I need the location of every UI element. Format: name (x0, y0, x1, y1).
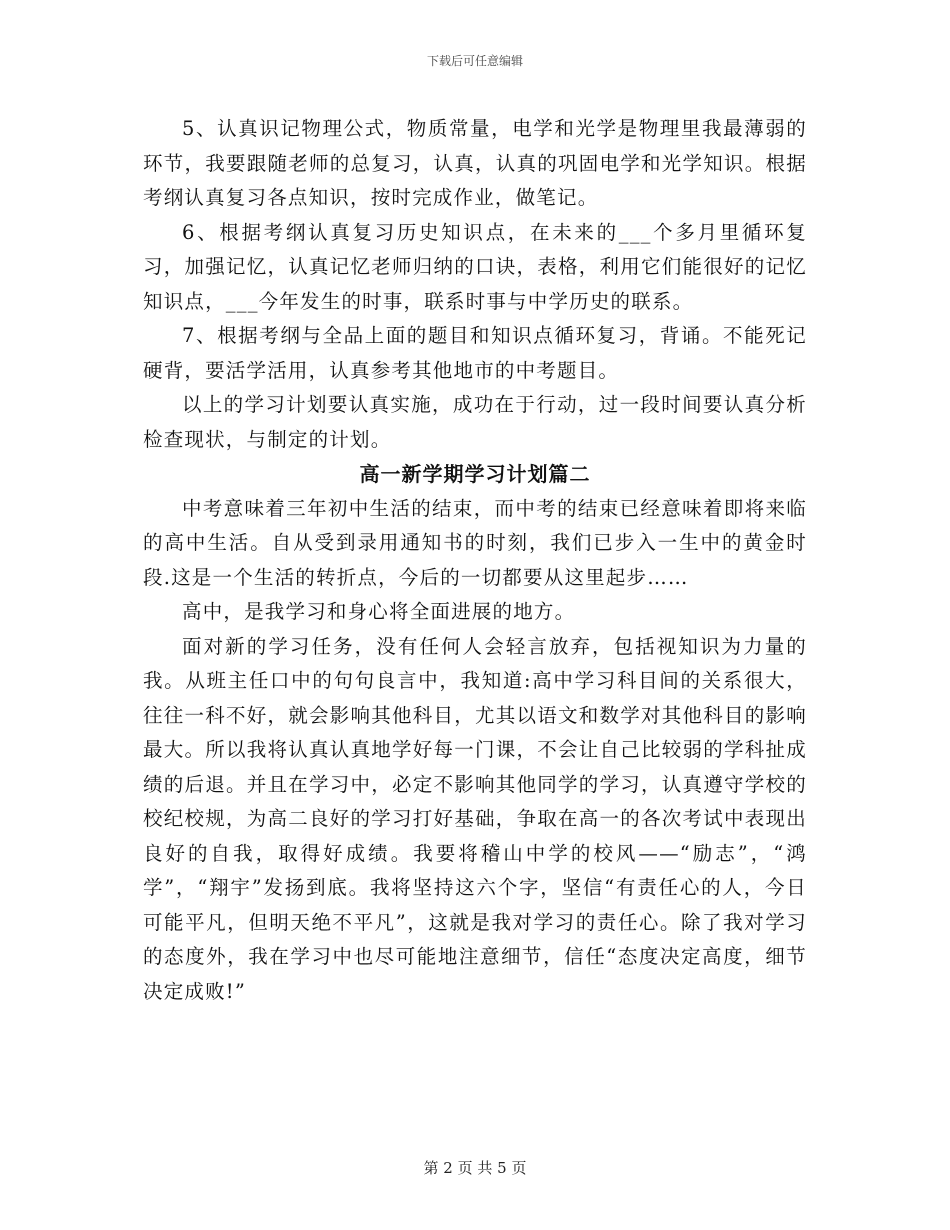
paragraph-intro: 中考意味着三年初中生活的结束，而中考的结束已经意味着即将来临的高中生活。自从受到录用通知书的时刻，我们已步入一生中的黄金时段.这是一个生活的转折点，今后的一切都要从这里起步…… (143, 496, 807, 589)
paragraph-item-5: 5、认真识记物理公式，物质常量，电学和光学是物理里我最薄弱的环节，我要跟随老师的总复习，认真，认真的巩固电学和光学知识。根据考纲认真复习各点知识，按时完成作业，做笔记。 (143, 117, 807, 209)
paragraph-main: 面对新的学习任务，没有任何人会轻言放弃，包括视知识为力量的我。从班主任口中的句句良言中，我知道:高中学习科目间的关系很大，往往一科不好，就会影响其他科目，尤其以语文和数学对其他科目的影响最大。所以我将认真认真地学好每一门课，不会让自己比较弱的学科扯成绩的后退。并且在学习中，必定不影响其他同学的学习，认真遵守学校的校纪校规，为高二良好的学习打好基础，争取在高一的各次考试中表现出良好的自我，取得好成绩。我要将稽山中学的校风——“励志”，“鸿学”，“翔宇”发扬到底。我将坚持这六个字，坚信“有责任心的人，今日可能平凡，但明天绝不平凡”，这就是我对学习的责任心。除了我对学习的态度外，我在学习中也尽可能地注意细节，信任“态度决定高度，细节决定成败!” (143, 634, 807, 1003)
paragraph-item-6: 6、根据考纲认真复习历史知识点，在未来的___个多月里循环复习，加强记忆，认真记忆老师归纳的口诀，表格，利用它们能很好的记忆知识点，___今年发生的时事，联系时事与中学历史的联系。 (143, 220, 807, 313)
paragraph-summary: 以上的学习计划要认真实施，成功在于行动，过一段时间要认真分析检查现状，与制定的计划。 (143, 393, 807, 451)
section-title: 高一新学期学习计划篇二 (359, 462, 591, 486)
page-header: 下载后可任意编辑 (426, 54, 523, 68)
page-number: 第 2 页 共 5 页 (423, 1159, 527, 1177)
document-body (143, 112, 807, 1009)
paragraph-short: 高中，是我学习和身心将全面进展的地方。 (182, 600, 576, 623)
paragraph-item-7: 7、根据考纲与全品上面的题目和知识点循环复习，背诵。不能死记硬背，要活学活用，认真参考其他地市的中考题目。 (143, 324, 807, 382)
